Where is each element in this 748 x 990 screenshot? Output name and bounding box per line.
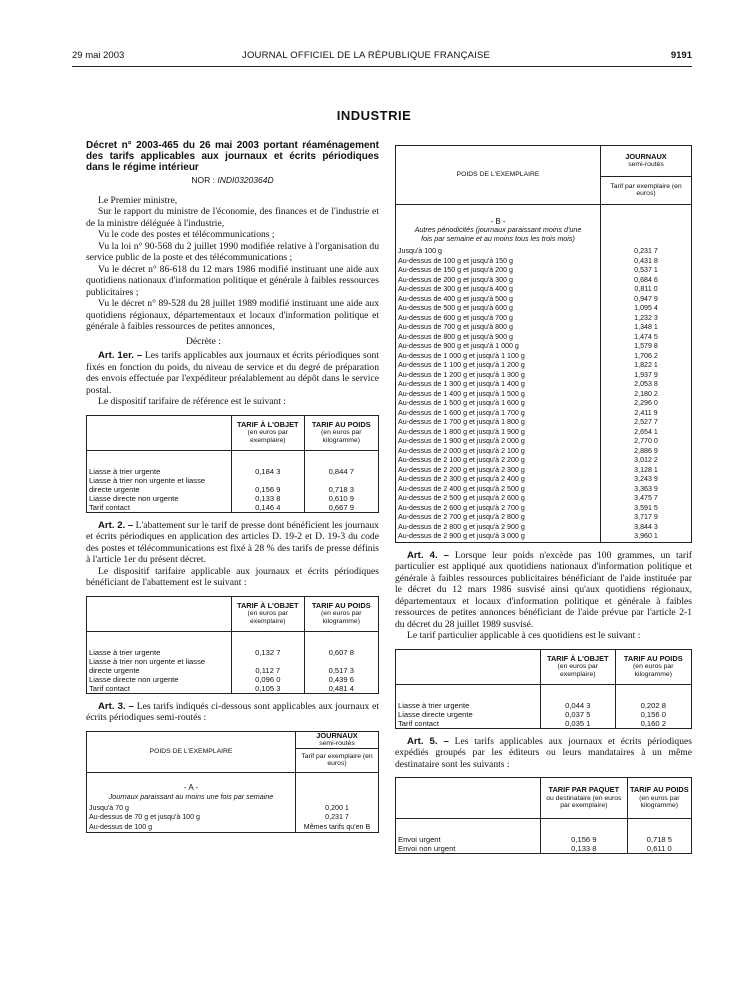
table-header-tarif-poids: TARIF AU POIDS (en euros par kilogramme) <box>304 596 378 631</box>
art3-label: Art. 3. – <box>98 700 134 712</box>
art3-text: Les tarifs indiqués ci-dessous sont applicables aux journaux et écrits périodiques semi-routés : <box>86 700 379 723</box>
table-row <box>87 450 379 476</box>
row-value-poids: 0,202 8 <box>615 684 691 710</box>
decrete-line: Décrète : <box>186 335 221 347</box>
row-value-poids: 0,610 9 <box>304 494 378 503</box>
weight-range: Au-dessus de 70 g et jusqu'à 100 g <box>87 813 296 823</box>
row-value-poids: 0,718 3 <box>304 476 378 494</box>
tarif-value: 1,095 4 <box>601 304 692 314</box>
weight-range: Au-dessus de 1 900 g et jusqu'à 2 000 g <box>396 437 601 447</box>
art5-text: Les tarifs applicables aux journaux et écrits périodiques expédiés groupés par les éditeurs ou leurs mandataires à un même destinataire sont les suivants : <box>395 735 692 770</box>
tarif-value: 3,012 2 <box>601 456 692 466</box>
row-label: Liasse directe urgente <box>396 710 541 719</box>
art2-paragraph <box>86 520 379 566</box>
row-label: Liasse à trier non urgente et liasse directe urgente <box>87 476 232 494</box>
row-value-objet: 0,096 0 <box>232 675 305 684</box>
table-row <box>87 813 379 823</box>
tarif-value: 0,811 0 <box>601 285 692 295</box>
weight-range: Jusqu'à 100 g <box>396 247 601 257</box>
row-value-objet: 0,112 7 <box>232 657 305 675</box>
tarif-value: 0,231 7 <box>296 813 379 823</box>
row-label: Liasse à trier non urgente et liasse directe urgente <box>87 657 232 675</box>
weight-range: Jusqu'à 70 g <box>87 804 296 814</box>
table-header-tarif-exemplaire: Tarif par exemplaire (en euros) <box>601 176 692 204</box>
tarif-value: 1,706 2 <box>601 352 692 362</box>
row-value-poids: 0,481 4 <box>304 684 378 694</box>
weight-range: Au-dessus de 300 g et jusqu'à 400 g <box>396 285 601 295</box>
row-value-objet: 0,133 8 <box>541 844 628 854</box>
tarif-value: 0,684 6 <box>601 276 692 286</box>
tarif-value: Mêmes tarifs qu'en B <box>296 823 379 833</box>
table-row <box>396 257 692 267</box>
preamble-paragraph: Vu le code des postes et télécommunications ; <box>98 229 275 240</box>
art1-label: Art. 1er. – <box>98 350 143 361</box>
table-row <box>396 844 692 854</box>
table-art2 <box>86 596 379 694</box>
section-title: INDUSTRIE <box>336 108 412 123</box>
weight-range: Au-dessus de 1 700 g et jusqu'à 1 800 g <box>396 418 601 428</box>
table-row <box>396 504 692 514</box>
weight-range: Au-dessus de 1 800 g et jusqu'à 1 900 g <box>396 428 601 438</box>
weight-range: Au-dessus de 2 500 g et jusqu'à 2 600 g <box>396 494 601 504</box>
row-value-objet: 0,133 8 <box>232 494 305 503</box>
table-b-subtitle: Autres périodicités (journaux paraissant moins d'une fois par semaine et au moins tous les trois mois) <box>396 226 601 247</box>
preamble-paragraph: Le Premier ministre, <box>98 194 178 206</box>
preamble-paragraph: Vu le décret n° 86-618 du 12 mars 1986 modifié instituant une aide aux quotidiens nationaux d'information politique et générale à faibles ressources publicitaires ; <box>86 263 379 298</box>
tarif-value: 3,717 9 <box>601 513 692 523</box>
row-value-poids: 0,439 6 <box>304 675 378 684</box>
header-page-number: 9191 <box>670 50 692 61</box>
row-value-objet: 0,035 1 <box>541 719 616 729</box>
tarif-value: 1,937 9 <box>601 371 692 381</box>
table-row <box>396 380 692 390</box>
weight-range: Au-dessus de 1 200 g et jusqu'à 1 300 g <box>396 371 601 381</box>
row-label: Liasse directe non urgente <box>87 494 232 503</box>
table-row <box>87 804 379 814</box>
table-row <box>396 352 692 362</box>
table-header-tarif-objet: TARIF À L'OBJET (en euros par exemplaire) <box>541 649 616 684</box>
table-header-blank <box>87 596 232 631</box>
page-header <box>72 50 692 64</box>
table-header-blank <box>396 778 541 819</box>
row-value-objet: 0,156 9 <box>232 476 305 494</box>
weight-range: Au-dessus de 2 300 g et jusqu'à 2 400 g <box>396 475 601 485</box>
table-header-tarif-exemplaire: Tarif par exemplaire (en euros) <box>296 748 379 772</box>
table-row <box>396 437 692 447</box>
row-value-objet: 0,037 5 <box>541 710 616 719</box>
table-row <box>87 476 379 494</box>
table-b-letter: - B - <box>396 205 601 227</box>
row-value-poids: 0,667 9 <box>304 503 378 513</box>
art3-paragraph <box>86 701 379 724</box>
table-row <box>87 631 379 657</box>
table-row <box>396 475 692 485</box>
weight-range: Au-dessus de 1 100 g et jusqu'à 1 200 g <box>396 361 601 371</box>
weight-range: Au-dessus de 2 000 g et jusqu'à 2 100 g <box>396 447 601 457</box>
weight-range: Au-dessus de 700 g et jusqu'à 800 g <box>396 323 601 333</box>
table-row <box>396 295 692 305</box>
row-label: Liasse à trier urgente <box>396 684 541 710</box>
tarif-value: 3,960 1 <box>601 532 692 542</box>
table-header-tarif-poids: TARIF AU POIDS (en euros par kilogramme) <box>304 415 378 450</box>
weight-range: Au-dessus de 2 200 g et jusqu'à 2 300 g <box>396 466 601 476</box>
table-row <box>87 684 379 694</box>
row-value-poids: 0,844 7 <box>304 450 378 476</box>
row-value-poids: 0,156 0 <box>615 710 691 719</box>
table-row <box>396 371 692 381</box>
table-row <box>396 266 692 276</box>
table-row <box>396 323 692 333</box>
row-label: Tarif contact <box>87 503 232 513</box>
table-row <box>396 819 692 845</box>
nor-code: INDI0320364D <box>217 175 274 185</box>
right-column <box>395 145 692 861</box>
table-row <box>87 494 379 503</box>
art2-intro: Le dispositif tarifaire applicable aux journaux et écrits périodiques bénéficiant de l'abattement est le suivant : <box>86 565 379 588</box>
row-label: Envoi non urgent <box>396 844 541 854</box>
header-rule <box>72 66 692 67</box>
tarif-value: 0,431 8 <box>601 257 692 267</box>
tarif-value: 2,527 7 <box>601 418 692 428</box>
row-label: Envoi urgent <box>396 819 541 845</box>
tarif-value: 2,654 1 <box>601 428 692 438</box>
art5-label: Art. 5. – <box>407 735 449 747</box>
preamble-paragraph: Vu la loi n° 90-568 du 2 juillet 1990 modifiée relative à l'organisation du service public de la poste et des télécommunications ; <box>86 240 379 263</box>
weight-range: Au-dessus de 2 100 g et jusqu'à 2 200 g <box>396 456 601 466</box>
weight-range: Au-dessus de 2 400 g et jusqu'à 2 500 g <box>396 485 601 495</box>
weight-range: Au-dessus de 600 g et jusqu'à 700 g <box>396 314 601 324</box>
row-label: Liasse à trier urgente <box>87 631 232 657</box>
tarif-value: 3,363 9 <box>601 485 692 495</box>
tarif-value: 0,947 9 <box>601 295 692 305</box>
tarif-value: 1,348 1 <box>601 323 692 333</box>
table-row <box>396 361 692 371</box>
tarif-value: 1,822 1 <box>601 361 692 371</box>
row-label: Liasse à trier urgente <box>87 450 232 476</box>
table-header-blank <box>396 649 541 684</box>
table-a-subtitle: Journaux paraissant au moins une fois par semaine <box>87 792 296 804</box>
weight-range: Au-dessus de 500 g et jusqu'à 600 g <box>396 304 601 314</box>
art4-label: Art. 4. – <box>407 549 450 561</box>
art4-paragraph <box>395 550 692 631</box>
tarif-value: 2,411 9 <box>601 409 692 419</box>
table-header-tarif-poids: TARIF AU POIDS (en euros par kilogramme) <box>615 649 691 684</box>
table-row <box>396 494 692 504</box>
weight-range: Au-dessus de 100 g <box>87 823 296 833</box>
tarif-value: 0,231 7 <box>601 247 692 257</box>
weight-range: Au-dessus de 200 g et jusqu'à 300 g <box>396 276 601 286</box>
table-row <box>87 823 379 833</box>
table-header-tarif-objet: TARIF À L'OBJET (en euros par exemplaire) <box>232 596 305 631</box>
table-row <box>396 684 692 710</box>
table-row <box>396 447 692 457</box>
tarif-value: 0,537 1 <box>601 266 692 276</box>
nor-line <box>86 175 379 187</box>
table-header-journaux: JOURNAUX semi-routés <box>601 146 692 177</box>
weight-range: Au-dessus de 2 700 g et jusqu'à 2 800 g <box>396 513 601 523</box>
table-row <box>87 503 379 513</box>
table-row <box>396 399 692 409</box>
weight-range: Au-dessus de 400 g et jusqu'à 500 g <box>396 295 601 305</box>
tarif-value: 3,128 1 <box>601 466 692 476</box>
table-row <box>396 485 692 495</box>
row-value-objet: 0,105 3 <box>232 684 305 694</box>
weight-range: Au-dessus de 900 g et jusqu'à 1 000 g <box>396 342 601 352</box>
tarif-value: 1,579 8 <box>601 342 692 352</box>
preamble-paragraph: Sur le rapport du ministre de l'économie, des finances et de l'industrie et de la ministre déléguée à l'industrie, <box>86 206 379 229</box>
table-header-tarif-poids: TARIF AU POIDS (en euros par kilogramme) <box>627 778 691 819</box>
table-row <box>396 456 692 466</box>
tarif-value: 3,591 5 <box>601 504 692 514</box>
header-date: 29 mai 2003 <box>72 50 125 61</box>
table-header-poids: POIDS DE L'EXEMPLAIRE <box>396 146 601 205</box>
tarif-value: 2,053 8 <box>601 380 692 390</box>
table-row <box>87 675 379 684</box>
art4-text: Lorsque leur poids n'excède pas 100 grammes, un tarif particulier est appliqué aux quotidiens nationaux d'information politique et générale à faibles ressources publicitaires bénéficiant de l'aide instituée par le décret du 12 mars 1986 susvisé ainsi qu'aux quotidiens régionaux, départementaux et locaux d'information politique et générale à faibles ressources de petites annonces bénéficiant de l'aide prévue par l'article 2-1 du décret du 28 juillet 1989 susvisé. <box>395 549 692 630</box>
row-label: Liasse directe non urgente <box>87 675 232 684</box>
decree-title: Décret n° 2003-465 du 26 mai 2003 portant réaménagement des tarifs applicables aux journaux et écrits périodiques dans le régime intérieur <box>86 140 379 173</box>
table-row <box>396 710 692 719</box>
row-value-objet: 0,132 7 <box>232 631 305 657</box>
table-art1 <box>86 415 379 513</box>
row-label: Tarif contact <box>87 684 232 694</box>
header-journal: JOURNAL OFFICIEL DE LA RÉPUBLIQUE FRANÇAISE <box>242 50 491 61</box>
tarif-value: 3,243 9 <box>601 475 692 485</box>
art2-label: Art. 2. – <box>98 519 134 531</box>
table-row <box>396 276 692 286</box>
table-row <box>396 532 692 542</box>
row-value-poids: 0,517 3 <box>304 657 378 675</box>
weight-range: Au-dessus de 1 600 g et jusqu'à 1 700 g <box>396 409 601 419</box>
art1-intro: Le dispositif tarifaire de référence est le suivant : <box>98 396 287 407</box>
tarif-value: 3,844 3 <box>601 523 692 533</box>
table-row <box>396 342 692 352</box>
row-value-poids: 0,607 8 <box>304 631 378 657</box>
row-value-objet: 0,184 3 <box>232 450 305 476</box>
tarif-value: 2,296 0 <box>601 399 692 409</box>
table-row <box>396 523 692 533</box>
table-row <box>396 304 692 314</box>
tarif-value: 1,474 5 <box>601 333 692 343</box>
tarif-value: 2,770 0 <box>601 437 692 447</box>
row-label: Tarif contact <box>396 719 541 729</box>
art2-text: L'abattement sur le tarif de presse dont bénéficient les journaux et écrits périodiques en application des articles D. 19-2 et D. 19-3 du code des postes et télécommunications est fixé à 28 % des tarifs de presse définis à l'article 1er du présent décret. <box>86 519 379 565</box>
table-header-journaux: JOURNAUX semi-routés <box>296 731 379 748</box>
weight-range: Au-dessus de 2 800 g et jusqu'à 2 900 g <box>396 523 601 533</box>
weight-range: Au-dessus de 800 g et jusqu'à 900 g <box>396 333 601 343</box>
preamble-paragraph: Vu le décret n° 89-528 du 28 juillet 1989 modifié instituant une aide aux quotidiens régionaux, départementaux et locaux d'information politique et générale à faibles ressources de petites annonces, <box>86 298 379 332</box>
row-value-objet: 0,146 4 <box>232 503 305 513</box>
tarif-value: 3,475 7 <box>601 494 692 504</box>
weight-range: Au-dessus de 2 600 g et jusqu'à 2 700 g <box>396 504 601 514</box>
row-value-objet: 0,156 9 <box>541 819 628 845</box>
table-row <box>396 285 692 295</box>
table-header-tarif-paquet: TARIF PAR PAQUET ou destinataire (en euros par exemplaire) <box>541 778 628 819</box>
art1-text: Les tarifs applicables aux journaux et écrits périodiques sont fixés en fonction du poids, du niveau de service et du degré de préparation des envois effectuée par l'expéditeur préalablement au dépôt dans le service postal. <box>86 350 380 396</box>
table-row <box>396 428 692 438</box>
table-row <box>396 466 692 476</box>
table-row <box>396 409 692 419</box>
row-value-poids: 0,611 0 <box>627 844 691 854</box>
table-a-letter: - A - <box>87 772 296 792</box>
tarif-value: 2,886 9 <box>601 447 692 457</box>
weight-range: Au-dessus de 150 g et jusqu'à 200 g <box>396 266 601 276</box>
table-art3-a <box>86 731 379 834</box>
table-header-blank <box>87 415 232 450</box>
table-row <box>396 333 692 343</box>
weight-range: Au-dessus de 1 300 g et jusqu'à 1 400 g <box>396 380 601 390</box>
row-value-poids: 0,718 5 <box>627 819 691 845</box>
table-row <box>396 314 692 324</box>
tarif-value: 0,200 1 <box>296 804 379 814</box>
table-row <box>396 719 692 729</box>
weight-range: Au-dessus de 1 000 g et jusqu'à 1 100 g <box>396 352 601 362</box>
table-art5 <box>395 777 692 854</box>
tarif-value: 2,180 2 <box>601 390 692 400</box>
weight-range: Au-dessus de 100 g et jusqu'à 150 g <box>396 257 601 267</box>
table-row <box>396 390 692 400</box>
nor-label: NOR : <box>191 175 215 185</box>
row-value-poids: 0,160 2 <box>615 719 691 729</box>
decree-preamble <box>86 195 379 333</box>
weight-range: Au-dessus de 1 500 g et jusqu'à 1 600 g <box>396 399 601 409</box>
table-row <box>87 657 379 675</box>
weight-range: Au-dessus de 2 900 g et jusqu'à 3 000 g <box>396 532 601 542</box>
table-row <box>396 513 692 523</box>
table-art4 <box>395 649 692 729</box>
row-value-objet: 0,044 3 <box>541 684 616 710</box>
table-header-tarif-objet: TARIF À L'OBJET (en euros par exemplaire) <box>232 415 305 450</box>
table-row <box>396 418 692 428</box>
table-row <box>396 247 692 257</box>
table-header-poids: POIDS DE L'EXEMPLAIRE <box>87 731 296 772</box>
table-art3-b <box>395 145 692 543</box>
art4-intro: Le tarif particulier applicable à ces quotidiens est le suivant : <box>407 630 641 641</box>
art5-paragraph <box>395 736 692 771</box>
weight-range: Au-dessus de 1 400 g et jusqu'à 1 500 g <box>396 390 601 400</box>
left-column <box>86 140 379 840</box>
art1-paragraph <box>86 350 379 396</box>
tarif-value: 1,232 3 <box>601 314 692 324</box>
